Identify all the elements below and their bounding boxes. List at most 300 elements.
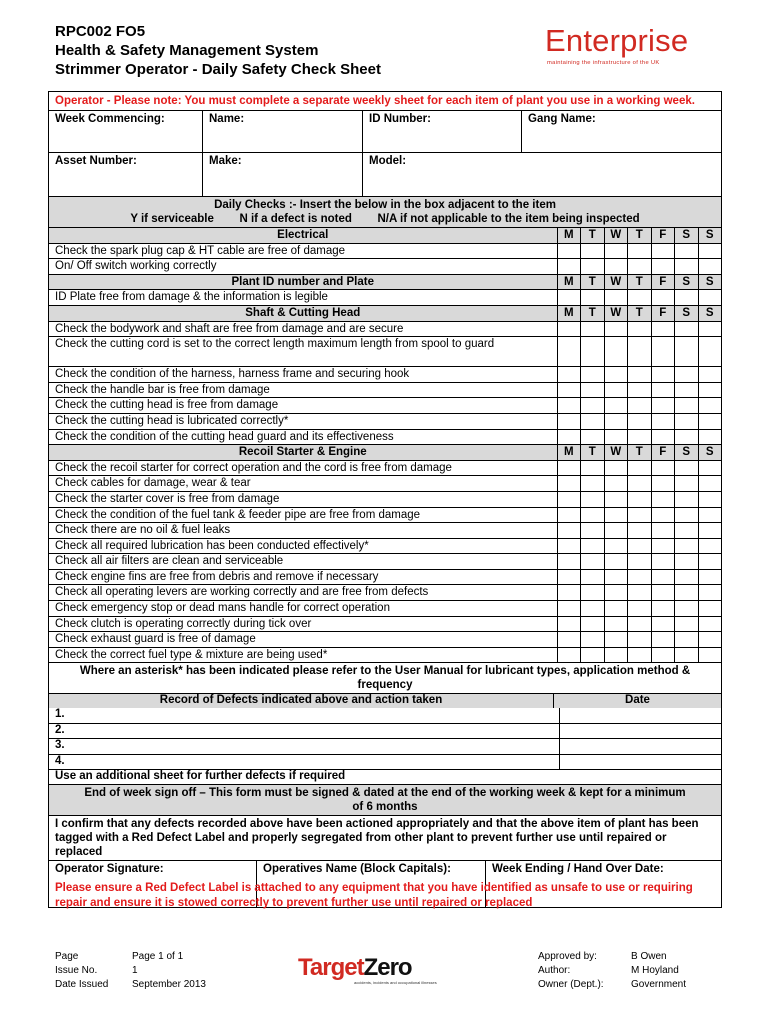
day-check-box[interactable] <box>698 430 722 445</box>
day-check-box[interactable] <box>580 476 604 491</box>
day-check-box[interactable] <box>557 632 581 647</box>
day-check-box[interactable] <box>674 383 698 398</box>
day-check-box[interactable] <box>604 554 628 569</box>
day-check-box[interactable] <box>698 585 722 600</box>
name-field[interactable]: Name: <box>202 111 362 152</box>
day-check-box[interactable] <box>651 601 675 616</box>
check-item-row <box>49 413 721 429</box>
check-item-row <box>49 397 721 413</box>
day-check-box[interactable] <box>580 539 604 554</box>
day-check-box[interactable] <box>604 492 628 507</box>
check-item-text: Check the starter cover is free from damage <box>55 492 280 505</box>
day-check-box[interactable] <box>651 461 675 476</box>
day-check-box[interactable] <box>674 648 698 663</box>
asterisk-note: Where an asterisk* has been indicated please refer to the User Manual for lubricant types, application method & frequency <box>79 665 691 692</box>
day-check-box[interactable] <box>580 383 604 398</box>
day-check-box[interactable] <box>698 632 722 647</box>
day-check-box[interactable] <box>674 585 698 600</box>
day-header: T <box>627 306 651 321</box>
footer-label-issue: Issue No. <box>55 965 98 976</box>
day-check-box[interactable] <box>557 322 581 337</box>
day-check-box[interactable] <box>674 601 698 616</box>
day-check-box[interactable] <box>580 648 604 663</box>
day-check-box[interactable] <box>651 322 675 337</box>
day-header: M <box>557 445 581 460</box>
day-check-box[interactable] <box>651 554 675 569</box>
check-item-text: Check clutch is operating correctly during tick over <box>55 617 312 630</box>
day-check-box[interactable] <box>698 617 722 632</box>
day-check-box[interactable] <box>674 414 698 429</box>
day-check-box[interactable] <box>698 648 722 663</box>
day-check-box[interactable] <box>627 290 651 305</box>
defects-header <box>49 693 721 708</box>
legend-n: N if a defect is noted <box>239 213 352 225</box>
operatives-name-field[interactable]: Operatives Name (Block Capitals): <box>256 861 485 907</box>
day-check-box[interactable] <box>651 492 675 507</box>
day-check-box[interactable] <box>557 554 581 569</box>
check-item-row <box>49 600 721 616</box>
day-check-box[interactable] <box>604 337 628 366</box>
section-title: Electrical <box>277 229 329 241</box>
day-header: F <box>651 445 675 460</box>
day-check-box[interactable] <box>604 539 628 554</box>
footer-label-page: Page <box>55 951 79 962</box>
day-check-box[interactable] <box>651 367 675 382</box>
day-check-box[interactable] <box>604 383 628 398</box>
day-check-box[interactable] <box>698 539 722 554</box>
defects-title: Record of Defects indicated above and action taken <box>159 694 443 707</box>
check-item-text: Check the condition of the harness, harness frame and securing hook <box>55 368 410 381</box>
daily-checks-line1: Daily Checks :- Insert the below in the box adjacent to the item <box>214 199 556 211</box>
footer-author: M Hoyland <box>631 965 679 976</box>
defect-date[interactable] <box>559 739 721 754</box>
day-check-box[interactable] <box>674 337 698 366</box>
check-item-text: Check emergency stop or dead mans handle for correct operation <box>55 602 390 615</box>
day-check-box[interactable] <box>557 601 581 616</box>
day-check-box[interactable] <box>651 585 675 600</box>
day-header: F <box>651 228 675 243</box>
day-check-box[interactable] <box>698 508 722 523</box>
defect-description[interactable]: 1. <box>55 708 65 721</box>
operator-signature-field[interactable]: Operator Signature: <box>55 863 164 876</box>
day-check-box[interactable] <box>627 617 651 632</box>
day-check-box[interactable] <box>627 430 651 445</box>
day-header: T <box>580 445 604 460</box>
day-check-box[interactable] <box>674 508 698 523</box>
day-check-box[interactable] <box>627 461 651 476</box>
day-check-box[interactable] <box>627 367 651 382</box>
day-check-box[interactable] <box>627 648 651 663</box>
day-header: M <box>557 228 581 243</box>
check-item-text: Check the handle bar is free from damage <box>55 383 270 396</box>
footer-page: Page 1 of 1 <box>132 951 184 962</box>
check-item-text: Check the correct fuel type & mixture are being used* <box>55 648 328 661</box>
footer-labels <box>55 950 108 992</box>
day-check-box[interactable] <box>580 585 604 600</box>
legend-na: N/A if not applicable to the item being inspected <box>377 213 640 225</box>
day-header: T <box>580 228 604 243</box>
check-item-row <box>49 258 721 274</box>
day-header: S <box>674 306 698 321</box>
day-check-box[interactable] <box>580 290 604 305</box>
day-check-box[interactable] <box>627 414 651 429</box>
check-item-text: On/ Off switch working correctly <box>55 260 217 273</box>
daily-checks-legend <box>49 196 721 227</box>
asset-number-field[interactable]: Asset Number: <box>55 155 137 167</box>
additional-sheet-note: Use an additional sheet for further defects if required <box>55 770 346 783</box>
week-ending-field[interactable]: Week Ending / Hand Over Date: <box>485 861 721 907</box>
day-header: W <box>604 306 628 321</box>
footer-right-labels <box>538 950 604 992</box>
day-check-box[interactable] <box>674 290 698 305</box>
day-check-box[interactable] <box>698 322 722 337</box>
day-check-box[interactable] <box>557 617 581 632</box>
day-check-box[interactable] <box>674 244 698 259</box>
day-check-box[interactable] <box>580 554 604 569</box>
day-check-box[interactable] <box>651 383 675 398</box>
section-header <box>49 444 721 460</box>
day-check-box[interactable] <box>674 367 698 382</box>
check-item-row <box>49 647 721 663</box>
day-check-box[interactable] <box>698 337 722 366</box>
day-header: W <box>604 275 628 290</box>
check-item-text: Check cables for damage, wear & tear <box>55 477 251 490</box>
footer-owner: Government <box>631 979 687 990</box>
red-label-warning: Please ensure a Red Defect Label is attached to any equipment that you have identified as unsafe to use or requiring repair and ensure it is stowed correctly to prevent further use until repaired or replaced <box>55 882 693 909</box>
day-check-box[interactable] <box>557 290 581 305</box>
day-check-box[interactable] <box>651 523 675 538</box>
day-check-box[interactable] <box>674 492 698 507</box>
day-check-box[interactable] <box>557 367 581 382</box>
day-check-box[interactable] <box>698 523 722 538</box>
defect-description[interactable]: 3. <box>55 739 65 752</box>
day-check-box[interactable] <box>580 322 604 337</box>
day-check-box[interactable] <box>698 244 722 259</box>
footer-label-date: Date Issued <box>55 979 109 990</box>
day-check-box[interactable] <box>580 570 604 585</box>
day-check-box[interactable] <box>651 617 675 632</box>
notice-row <box>49 92 721 110</box>
day-check-box[interactable] <box>604 632 628 647</box>
defect-description[interactable]: 2. <box>55 723 65 736</box>
day-check-box[interactable] <box>698 259 722 274</box>
day-check-box[interactable] <box>651 632 675 647</box>
day-check-box[interactable] <box>627 554 651 569</box>
day-check-box[interactable] <box>698 383 722 398</box>
day-check-box[interactable] <box>651 508 675 523</box>
day-check-box[interactable] <box>604 648 628 663</box>
day-check-box[interactable] <box>580 617 604 632</box>
day-header: S <box>698 228 722 243</box>
signoff-title: End of week sign off – This form must be signed & dated at the end of the working week & kept for a minimum of 6 months <box>84 787 686 814</box>
brand-tagline: accidents, incidents and occupational illnesses <box>354 980 437 985</box>
operator-notice: Operator - Please note: You must complete a separate weekly sheet for each item of plant you use in a working week. <box>55 95 695 107</box>
day-check-box[interactable] <box>557 539 581 554</box>
day-check-box[interactable] <box>557 398 581 413</box>
legend-y: Y if serviceable <box>130 213 214 225</box>
check-sheet <box>48 91 722 908</box>
day-check-box[interactable] <box>604 398 628 413</box>
day-check-box[interactable] <box>698 461 722 476</box>
defect-row <box>49 738 721 754</box>
day-check-box[interactable] <box>651 414 675 429</box>
defect-description[interactable]: 4. <box>55 754 65 767</box>
section-header <box>49 227 721 243</box>
day-check-box[interactable] <box>604 570 628 585</box>
check-item-text: Check the condition of the fuel tank & feeder pipe are free from damage <box>55 508 421 521</box>
day-check-box[interactable] <box>580 430 604 445</box>
day-check-box[interactable] <box>627 632 651 647</box>
day-check-box[interactable] <box>604 461 628 476</box>
day-check-box[interactable] <box>580 244 604 259</box>
day-check-box[interactable] <box>557 476 581 491</box>
day-check-box[interactable] <box>627 585 651 600</box>
day-check-box[interactable] <box>557 570 581 585</box>
day-check-box[interactable] <box>627 570 651 585</box>
check-item-text: Check the bodywork and shaft are free from damage and are secure <box>55 322 404 335</box>
brand-target: Target <box>298 954 364 981</box>
day-header: M <box>557 275 581 290</box>
check-item-text: Check there are no oil & fuel leaks <box>55 524 231 537</box>
day-header: W <box>604 445 628 460</box>
day-header: T <box>627 228 651 243</box>
defect-row <box>49 723 721 739</box>
day-check-box[interactable] <box>557 383 581 398</box>
defect-date[interactable] <box>559 708 721 723</box>
check-item-text: Check all air filters are clean and serviceable <box>55 555 284 568</box>
day-check-box[interactable] <box>627 601 651 616</box>
check-item-text: Check engine fins are free from debris and remove if necessary <box>55 570 379 583</box>
day-check-box[interactable] <box>674 259 698 274</box>
day-header: T <box>627 275 651 290</box>
footer-author-label: Author: <box>538 965 571 976</box>
day-check-box[interactable] <box>674 632 698 647</box>
day-check-box[interactable] <box>557 523 581 538</box>
day-header: S <box>698 445 722 460</box>
day-check-box[interactable] <box>557 508 581 523</box>
day-check-box[interactable] <box>651 244 675 259</box>
day-check-box[interactable] <box>651 398 675 413</box>
day-check-box[interactable] <box>674 539 698 554</box>
day-check-box[interactable] <box>604 617 628 632</box>
gang-name-field[interactable]: Gang Name: <box>521 111 721 152</box>
defects-date-label: Date <box>553 694 721 708</box>
day-check-box[interactable] <box>627 337 651 366</box>
checks-table <box>49 227 721 662</box>
check-item-row <box>49 584 721 600</box>
model-field[interactable]: Model: <box>362 153 721 196</box>
day-check-box[interactable] <box>580 414 604 429</box>
day-check-box[interactable] <box>580 601 604 616</box>
day-check-box[interactable] <box>580 492 604 507</box>
day-check-box[interactable] <box>674 617 698 632</box>
asterisk-note-row <box>49 662 721 693</box>
day-check-box[interactable] <box>627 508 651 523</box>
footer-values <box>132 950 206 992</box>
day-header: T <box>627 445 651 460</box>
day-check-box[interactable] <box>674 476 698 491</box>
day-check-box[interactable] <box>557 492 581 507</box>
day-check-box[interactable] <box>557 259 581 274</box>
check-item-row <box>49 429 721 445</box>
day-header: S <box>674 275 698 290</box>
day-check-box[interactable] <box>580 337 604 366</box>
day-check-box[interactable] <box>698 476 722 491</box>
day-check-box[interactable] <box>604 476 628 491</box>
week-commencing-field[interactable]: Week Commencing: <box>55 113 165 125</box>
day-check-box[interactable] <box>698 414 722 429</box>
footer-approved-label: Approved by: <box>538 951 597 962</box>
day-check-box[interactable] <box>557 244 581 259</box>
day-header: M <box>557 306 581 321</box>
doc-code: RPC002 FO5 <box>55 23 146 40</box>
check-item-text: Check the recoil starter for correct operation and the cord is free from damage <box>55 461 452 474</box>
day-check-box[interactable] <box>651 337 675 366</box>
day-check-box[interactable] <box>580 523 604 538</box>
day-check-box[interactable] <box>580 632 604 647</box>
day-check-box[interactable] <box>604 322 628 337</box>
day-check-box[interactable] <box>604 414 628 429</box>
check-item-text: Check all operating levers are working correctly and are free from defects <box>55 586 429 599</box>
check-item-text: Check the cutting head is lubricated correctly* <box>55 414 289 427</box>
day-check-box[interactable] <box>604 430 628 445</box>
day-header: F <box>651 275 675 290</box>
day-check-box[interactable] <box>651 539 675 554</box>
day-check-box[interactable] <box>604 290 628 305</box>
day-check-box[interactable] <box>674 523 698 538</box>
day-check-box[interactable] <box>580 259 604 274</box>
defect-row <box>49 754 721 770</box>
fields-row-1 <box>49 110 721 152</box>
enterprise-logo <box>545 24 705 66</box>
day-check-box[interactable] <box>698 398 722 413</box>
day-check-box[interactable] <box>627 492 651 507</box>
day-check-box[interactable] <box>604 367 628 382</box>
section-title: Shaft & Cutting Head <box>245 306 361 319</box>
day-check-box[interactable] <box>674 430 698 445</box>
day-check-box[interactable] <box>604 523 628 538</box>
section-header <box>49 274 721 290</box>
day-check-box[interactable] <box>674 570 698 585</box>
day-check-box[interactable] <box>674 322 698 337</box>
doc-system: Health & Safety Management System <box>55 42 319 59</box>
section-title: Recoil Starter & Engine <box>238 446 367 459</box>
day-check-box[interactable] <box>604 601 628 616</box>
check-item-text: Check all required lubrication has been conducted effectively* <box>55 539 369 552</box>
defect-row <box>49 708 721 723</box>
brand-zero: Zero <box>363 954 412 981</box>
check-item-row <box>49 366 721 382</box>
day-check-box[interactable] <box>580 398 604 413</box>
day-check-box[interactable] <box>580 508 604 523</box>
day-check-box[interactable] <box>627 383 651 398</box>
check-item-row <box>49 569 721 585</box>
check-item-row <box>49 382 721 398</box>
day-check-box[interactable] <box>698 570 722 585</box>
day-check-box[interactable] <box>674 461 698 476</box>
confirm-statement: I confirm that any defects recorded above have been actioned appropriately and that the above item of plant has been tagged with a Red Defect Label and properly segregated from other plant to prevent further use until repaired or replaced <box>55 818 699 859</box>
check-item-text: Check the cutting head is free from damage <box>55 399 279 412</box>
day-check-box[interactable] <box>698 367 722 382</box>
day-header: S <box>698 275 722 290</box>
check-item-row <box>49 321 721 337</box>
day-check-box[interactable] <box>651 476 675 491</box>
check-item-row <box>49 538 721 554</box>
day-check-box[interactable] <box>627 322 651 337</box>
make-field[interactable]: Make: <box>202 153 362 196</box>
day-check-box[interactable] <box>580 367 604 382</box>
logo-word: Enterprise <box>545 23 689 58</box>
check-item-row <box>49 553 721 569</box>
day-check-box[interactable] <box>557 585 581 600</box>
day-check-box[interactable] <box>557 337 581 366</box>
day-header: T <box>580 306 604 321</box>
day-check-box[interactable] <box>604 259 628 274</box>
check-item-row <box>49 336 721 366</box>
day-check-box[interactable] <box>698 554 722 569</box>
id-number-field[interactable]: ID Number: <box>362 111 521 152</box>
day-check-box[interactable] <box>651 430 675 445</box>
day-check-box[interactable] <box>627 523 651 538</box>
day-header: S <box>674 445 698 460</box>
day-check-box[interactable] <box>604 244 628 259</box>
check-item-row <box>49 522 721 538</box>
section-title: Plant ID number and Plate <box>231 275 374 288</box>
defect-date[interactable] <box>559 755 721 770</box>
day-check-box[interactable] <box>651 570 675 585</box>
additional-sheet-row <box>49 769 721 784</box>
doc-title: Strimmer Operator - Daily Safety Check Sheet <box>55 61 381 78</box>
day-header: F <box>651 306 675 321</box>
day-check-box[interactable] <box>557 414 581 429</box>
logo-tagline: maintaining the infrastructure of the UK <box>547 60 660 66</box>
day-check-box[interactable] <box>627 244 651 259</box>
day-check-box[interactable] <box>698 290 722 305</box>
check-item-row <box>49 616 721 632</box>
day-check-box[interactable] <box>651 290 675 305</box>
check-item-row <box>49 631 721 647</box>
day-check-box[interactable] <box>557 648 581 663</box>
defect-date[interactable] <box>559 724 721 739</box>
day-check-box[interactable] <box>580 461 604 476</box>
check-item-text: Check the spark plug cap & HT cable are free of damage <box>55 244 346 257</box>
day-check-box[interactable] <box>627 259 651 274</box>
check-item-text: ID Plate free from damage & the information is legible <box>55 291 328 304</box>
day-check-box[interactable] <box>627 398 651 413</box>
footer-right-values <box>631 950 686 992</box>
check-item-row <box>49 475 721 491</box>
day-check-box[interactable] <box>627 476 651 491</box>
day-check-box[interactable] <box>627 539 651 554</box>
document-header <box>55 22 381 79</box>
day-check-box[interactable] <box>604 585 628 600</box>
check-item-text: Check exhaust guard is free of damage <box>55 633 256 646</box>
day-check-box[interactable] <box>698 492 722 507</box>
day-check-box[interactable] <box>651 259 675 274</box>
fields-row-2 <box>49 152 721 196</box>
day-check-box[interactable] <box>674 398 698 413</box>
day-check-box[interactable] <box>651 648 675 663</box>
footer-approved: B Owen <box>631 951 667 962</box>
day-check-box[interactable] <box>698 601 722 616</box>
day-check-box[interactable] <box>674 554 698 569</box>
section-header <box>49 305 721 321</box>
confirm-row <box>49 815 721 860</box>
check-item-row <box>49 491 721 507</box>
day-check-box[interactable] <box>604 508 628 523</box>
day-check-box[interactable] <box>557 461 581 476</box>
day-check-box[interactable] <box>557 430 581 445</box>
